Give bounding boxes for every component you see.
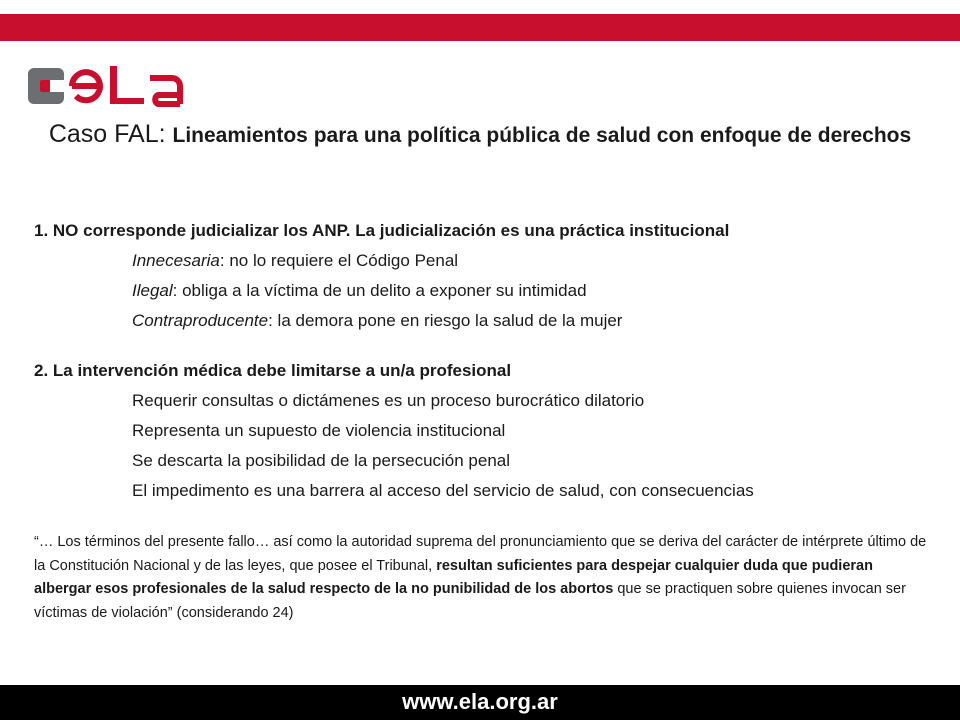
title-lead: Caso FAL: — [48, 120, 173, 148]
point1-item — [34, 246, 934, 276]
point1-item-term: Contraproducente — [132, 311, 269, 330]
point1-item-text: : la demora pone en riesgo la salud de la mujer — [268, 311, 623, 330]
point1-item-term: Ilegal — [132, 281, 173, 300]
quote-bold: resultan suficientes para despejar cualquier duda que pudieran albergar esos profesionales de la salud respecto de la no punibilidad de los abortos — [34, 557, 873, 597]
point2-item: Se descarta la posibilidad de la persecución penal — [132, 451, 511, 470]
point2-heading: 2. La intervención médica debe limitarse a un/a profesional — [34, 361, 512, 380]
point1-heading: 1. NO corresponde judicializar los ANP. La judicialización es una práctica institucional — [34, 221, 730, 240]
court-quote — [34, 531, 934, 625]
slide-content — [34, 216, 934, 625]
point2-item: El impedimento es una barrera al acceso del servicio de salud, con consecuencias — [132, 481, 754, 500]
point2-item: Representa un supuesto de violencia institucional — [132, 421, 506, 440]
point1-item — [34, 306, 934, 336]
quote-part1: “… Los términos del presente fallo… así como la autoridad suprema del pronunciamiento que se deriva del carácter de intérprete último de la Constitución Nacional y de las leyes, que posee el Tribunal, — [34, 534, 927, 574]
point1-item-text: : no lo requiere el Código Penal — [219, 251, 459, 270]
point1-item-term: Innecesaria — [132, 251, 220, 270]
footer-url[interactable]: www.ela.org.ar — [402, 689, 558, 714]
ela-logo — [26, 60, 206, 110]
quote-part2: que se practiquen sobre quienes invocan ser víctimas de violación” (considerando 24) — [34, 581, 906, 621]
slide-title — [40, 118, 920, 152]
top-red-bar — [0, 14, 960, 41]
point1-item-text: : obliga a la víctima de un delito a exponer su intimidad — [172, 281, 587, 300]
point1-item — [34, 276, 934, 306]
logo-text: ela — [26, 60, 28, 61]
title-rest: Lineamientos para una política pública de salud con enfoque de derechos — [172, 124, 912, 147]
point2-item: Requerir consultas o dictámenes es un proceso burocrático dilatorio — [132, 391, 645, 410]
